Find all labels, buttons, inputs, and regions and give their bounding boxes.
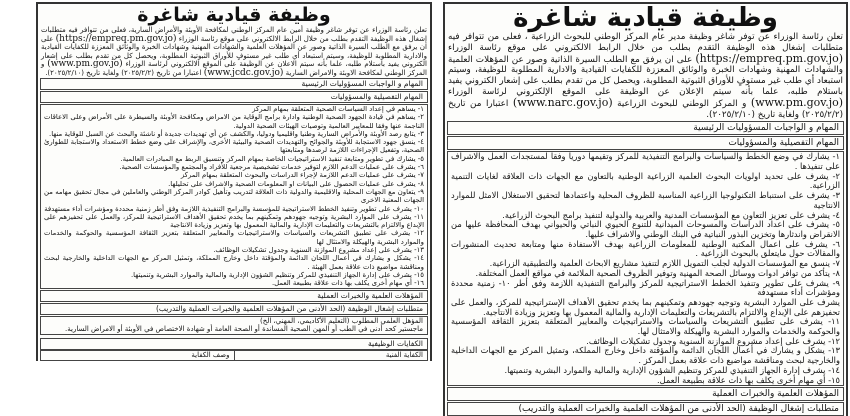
- duty-item: ٧- يشرف على عمليات الدعم اللازمة لإجراء الدراسات والبحوث المتعلقة بمهام المركز: [180, 171, 424, 180]
- duty-item: ١٢- يشرف على إعداد مشروع الموازنة السنوية وجدول تشكيلات الوظائف.: [586, 335, 840, 346]
- pm-website-link[interactable]: (www.pm.gov.jo): [750, 95, 844, 109]
- section-main-duties: المهام و الواجبات المسؤوليات الرئيسية: [40, 78, 428, 90]
- qualification-block: [40, 316, 428, 335]
- duty-item: ٢- يشرف على تحديد اولويات البحوث العلمية الزراعية الوطنية بالتعاون مع الجهات ذات العلاقة لغايات التنمية الزراعية.: [451, 170, 840, 191]
- duty-item: ١٠- يشرف على تطوير وتنفيذ الخطط الاستراتيجية للمؤسسة والبرامج التنفيذية اللازمة وفق أطر زمنية محددة ومؤشرات أداء مستهدفة: [44, 204, 424, 213]
- duty-item: ٥- يشارك في تطوير ومتابعة تنفيذ الاستراتيجيات الخاصة بمهام المركز وتنسيق الربط مع المبادرات العالمية.: [120, 154, 424, 163]
- qualification-heading: المؤهل العلمي المطلوب (التعليم الأكاديمي، المهني، الخ): [259, 316, 423, 325]
- competency-col-technical: الكفاية الفنية: [385, 350, 423, 359]
- section-requirements: متطلبات إشغال الوظيفة (الحد الأدنى من المؤهلات العلمية والخبرات العملية والتدريب): [447, 402, 844, 416]
- ad-intro: [41, 26, 427, 77]
- duty-item: ١- يساهم في إعداد السياسات الصحية المتعلقة بمهام المركز: [252, 105, 424, 113]
- duty-item: ٨- يتأكد من توافر ادوات ووسائل الصحة المهنية وتوفير الظروف الصحية الملائمة في مواقع العمل المختلفة.: [475, 267, 840, 278]
- duty-item: ١٤- يشرف إدارة الجهاز التنفيذي للمركز وتنظيم الشؤون الإدارية والمالية والموارد البشرية وتنميتها.: [504, 364, 840, 375]
- section-qualifications: المؤهلات العلمية والخبرات العملية: [40, 290, 428, 302]
- intro-text: تعلن رئاسة الوزراء عن توفر شاغر وظيفة مدير عام المركز الوطني للبحوث الزراعية ، فعلى من تتوافر فيه متطلبات إشغال هذه الوظيفة التقدم بطلب من خلال الرابط الالكتروني على موقع رئاسة الوزراء: [448, 32, 843, 53]
- duty-item: ١٥- يشرف على إدارة الجهاز التنفيذي للمركز وتنظيم الشؤون الإدارية والمالية والموارد البشرية وتنميتها.: [130, 270, 424, 279]
- qualification-text: ماجستير كحد أدنى في الطب أو المهن الصحية المساندة أو الصحة العامة أو شهادة الاختصاص في الأوبئة أو الامراض السارية.: [65, 325, 423, 334]
- intro-text: و المركز الوطني لمكافحة الاوبئة والامراض السارية: [41, 60, 427, 77]
- section-detailed-duties: المهام التفصيلية والمسؤوليات: [40, 91, 428, 103]
- duty-item: ١٣- يشكل و يشارك في أعمال اللجان الدائمة والمؤقتة داخل وخارج المملكة، وتمثيل المركز مع الجهات الداخلية والخارجية لبحث ومناقشة مواضيع ذات علاقة بعمل المركز .: [451, 345, 840, 366]
- duty-item: ٨- يشرف على عمليات الحصول على البيانات او المعلومات الصحية والاشراف على تحليلها.: [168, 179, 424, 188]
- competency-col-description: وصف الكفاية: [41, 351, 235, 360]
- duty-item: ١٣- يشرف على إعداد مشروع الموازنة السنوية وجدول تشكيلات الوظائف.: [213, 246, 424, 255]
- right-job-ad: [443, 2, 848, 416]
- duty-item: ٧- ينسق مع المؤسسات الدولية لجلب التمويل اللازم لتنفيذ مشاريع الابحاث العلمية والتطبيقية الزراعية.: [489, 258, 840, 269]
- ad-intro: [448, 32, 843, 120]
- ad-title: وظيفة قيادية شاغرة: [137, 4, 331, 26]
- application-link[interactable]: (https://empreq.pm.gov.jo): [55, 33, 177, 44]
- duty-item: ١٤- يشكل و يشارك في أعمال اللجان الدائمة والمؤقتة داخل وخارج المملكة، وتمثيل المركز مع الجهات الداخلية والخارجية لبحث ومناقشة مواضيع ذات علاقة بعمل الهيئة .: [44, 254, 424, 271]
- intro-dates: اعتبارا من تاريخ (٢٠٢٥/٢/٢) ولغاية تاريخ (٢٠٢٥/٢/١٠).: [45, 68, 202, 77]
- duty-item: ١١- يشرف على تطبيق التشريعات والسياسات والاستراتيجيات والمعايير المتعلقة بتعزيز الثقافة المؤسسية والحوكمة والخدمات والموارد البشرية والهيكلة والامتثال لها.: [451, 316, 840, 337]
- duty-item: ٥- يشرف على اعداد الدراسات والمسوحات الميدانية للتنوع الحيوي النباتي والحيواني بهدف المحافظة عليها من الانقراض واندثارها وتخزين البذور النباتية في البنك الوطني والاشراف عليها.: [451, 219, 840, 239]
- center-website-link[interactable]: (www.narc.gov.jo): [512, 95, 613, 109]
- duty-item: ٩- يتعاون مع الجهات المحلية والاقليمية والدولية ذات العلاقة لتدريب وتأهيل كوادر المركز الوطني والعاملين في مجال تحقيق مهامه من الجهات المعنية الاخرى: [44, 187, 424, 205]
- application-link[interactable]: (https://empreq.pm.gov.jo): [695, 51, 844, 65]
- intro-text: على ان يرفق مع الطلب السيرة الذاتية وصور عن المؤهلات العلمية والشهادات المهنية وشهادات الخبرة والوثائق المعززة للكفايات القيادية والادارية المطلوبة للوظيفة، وسيتم استبعاد أي طلب غير مستوفٍ للأوراق الثبوتية المطلوبة، ويحصل كل من تقدم بطلب على إشعار الكتروني يفيد باستلام طلبه، علما بأنه سيتم الإعلان عن الوظيفة على الموقع الإلكتروني لرئاسة الوزراء: [448, 54, 843, 97]
- intro-text: و المركز الوطني للبحوث الزراعية: [617, 98, 747, 109]
- duty-item: ١٦- أي مهام أخرى يكلف بها ذات علاقة بطبيعة العمل.: [271, 279, 424, 288]
- center-website-link[interactable]: (www.jcdc.gov.jo): [203, 67, 284, 78]
- section-competencies: الكفايات الوظيفية: [40, 338, 428, 350]
- duty-item: ٤- يشرف على تعزيز التعاون مع المؤسسات المدنية والعربية والدولية لتنفيذ برامج البحوث الزراعية.: [502, 209, 840, 220]
- duty-item: ٣- يتابع رصد الأوبئة والأمراض السارية وطنيا واقليميا ودوليا، والكشف عن أي تهديدات جديدة أو ناشئة والبحث عن السبل للوقاية منها.: [49, 129, 424, 138]
- section-qualifications: المؤهلات العلمية والخبرات العملية: [447, 387, 844, 401]
- competencies-table-header: [40, 350, 428, 361]
- pm-website-link[interactable]: (www.pm.gov.jo): [47, 59, 123, 69]
- duties-list: [447, 151, 844, 386]
- section-main-duties: المهام و الواجبات المسؤوليات الرئيسية: [447, 121, 844, 135]
- duty-item: ٣- يشرف على استنباط التكنولوجيا الزراعية المناسبة للظروف المحلية واعتمادها لتحقيق الاستغلال الامثل للموارد الانتاجية: [451, 190, 840, 210]
- ad-title: وظيفة قيادية شاغرة: [513, 3, 778, 33]
- duty-item: ١١- يشرف على الموارد البشرية وتوجيه جهودهم وتمكينهم بما يخدم تحقيق الأهداف الاستراتيجية للمركز، والعمل على تحفيزهم على الإبداع والالتزام بالتشريعات والتعليمات الإدارية والمالية المعمول بها وتعزيز وزيادة الانتاجية: [44, 212, 424, 230]
- section-requirements: متطلبات إشغال الوظيفة (الحد الأدنى من المؤهلات العلمية والخبرات العملية والتدريب): [40, 303, 428, 315]
- duty-item: ٢- يساهم في قيادة الجهود الصحية الوطنية وادارة برامج الوقاية من الامراض ومكافحة الأوبئة والسيطرة على الأمراض وعلى الاعاقات الناجمة عنها وفقا للمعايير العالمية وتوصيات الهيئات الصحية الدولية.: [44, 113, 424, 130]
- intro-text: على ان يرفق مع الطلب السيرة الذاتية وصور عن المؤهلات العلمية والشهادات المهنية وشهادات الخبرة والوثائق المعززة للكفايات القيادية والادارية المطلوبة للوظيفة، وسيتم استبعاد أي طلب غير مستوفٍ للأوراق الثبوتية المطلوبة، ويحصل كل من تقدم بطلب على إشعار الكتروني يفيد باستلام طلبه، علما بأنه سيتم الاعلان عن الوظيفة على الموقع الالكتروني لرئاسة الوزراء: [41, 34, 427, 68]
- duty-item: ٦- يشرف على اعمال المكتبة الوطنية للمعلومات الزراعية بهدف الاستفادة منها ومتابعة تحديث المنشورات والمقالات حول مايتعلق بالبحوث الزراعية .: [451, 238, 840, 259]
- duty-item: ٦- يشرف على عمليات الدعم اللازم لتوفير خدمات تشخيصية مرجعية للأفراد والمجتمع والمؤسسات الصحية.: [119, 163, 424, 172]
- left-job-ad: [36, 2, 432, 361]
- intro-text: تعلن رئاسة الوزراء عن توفر شاغر وظيفة أمين عام المركز الوطني لمكافحة الأوبئة والأمراض السارية، فعلى من تتوافر فيه متطلبات إشغال هذه الوظيفة التقدم بطلب من خلال الرابط الالكتروني على موقع رئاسة الوزراء: [41, 26, 427, 43]
- section-detailed-duties: المهام التفصيلية والمسؤوليات: [447, 136, 844, 150]
- duties-list: [40, 104, 428, 289]
- duty-item: ٤- ينسق جهود الاستجابة للأوبئة والجوائح والتهديدات الصحية والبيئية الأخرى، والإشراف على وضع خطط الاستعداد والاستجابة للطوارئ الصحية، وتفعيل الإجراءات اللازمة لرصدها ومتابعتها: [44, 138, 424, 155]
- duty-item: يشرف على الموارد البشرية وتوجيه جهودهم وتمكينهم بما يخدم تحقيق الأهداف الإستراتيجية للمركز، والعمل على تحفيزهم على الإبداع والالتزام بالتشريعات والتعليمات الإدارية والمالية المعمول بها وتعزيز وزيادة الانتاجية.: [451, 296, 840, 317]
- duty-item: ٩- يشرف على تطوير وتنفيذ الخطط الاستراتيجية للمركز والبرامج التنفيذية اللازمة وفق أطر ١٠- زمنية محددة ومؤشرات أداء مستهدفة: [451, 277, 840, 298]
- duty-item: ١- يشارك في وضع الخطط والسياسات والبرامج التنفيذية للمركز وتقيمها دوريا وفقا لمستجدات العمل والاشراف على تنفيذها .: [451, 151, 840, 172]
- intro-dates: اعتبارا من تاريخ (٢٠٢٥/٢/٢) ولغاية تاريخ (٢٠٢٥/٢/١٠).: [448, 98, 843, 120]
- duty-item: ١٥- أي مهام أخرى يكلف بها ذات علاقة بطبيعة العمل.: [656, 374, 840, 385]
- duty-item: ١٢- يشرف على تطبيق التشريعات والسياسات والاستراتيجيات والمعايير المتعلقة بتعزيز الثقافة المؤسسية والحوكمة والخدمات والموارد البشرية والهيكلة والامتثال لها: [44, 229, 424, 246]
